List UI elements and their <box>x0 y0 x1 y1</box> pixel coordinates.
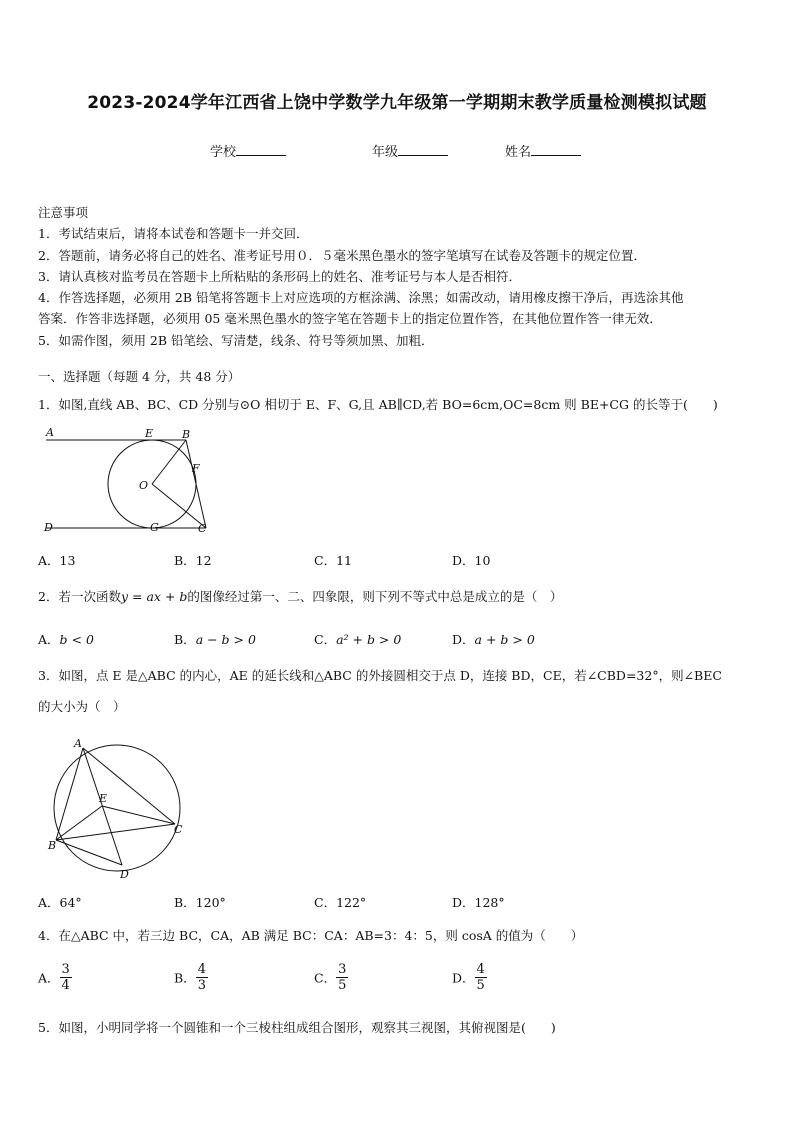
q1-option-c[interactable]: C．11 <box>314 553 352 568</box>
q2-option-expr: a + b > 0 <box>474 632 535 647</box>
fraction-denominator: 5 <box>476 978 485 993</box>
q1-option-a[interactable]: A．13 <box>38 553 76 568</box>
label-o: O <box>139 479 149 492</box>
label-c: C <box>198 522 207 535</box>
note-item: 1．考试结束后，请将本试卷和答题卡一并交回． <box>38 226 309 242</box>
q2-option-a[interactable] <box>38 630 94 648</box>
label-g: G <box>150 521 159 534</box>
label-d: D <box>44 521 53 534</box>
q2-option-d[interactable] <box>452 630 535 648</box>
q2-option-letter: C． <box>314 632 337 647</box>
school-label: 学校 <box>210 145 237 160</box>
grade-label: 年级 <box>372 145 399 160</box>
q2-option-letter: A． <box>38 632 60 647</box>
label-d: D <box>120 868 129 881</box>
fraction-numerator: 4 <box>476 962 485 977</box>
label-e: E <box>145 427 154 440</box>
fraction-numerator: 4 <box>197 962 206 977</box>
fraction-denominator: 4 <box>61 978 70 993</box>
notes-heading: 注意事项 <box>38 205 89 220</box>
fraction-denominator: 5 <box>338 978 347 993</box>
q4-option-a[interactable] <box>38 962 72 993</box>
notes-section <box>38 202 758 351</box>
q2-function: y = ax + b <box>120 589 188 604</box>
q3-option-b[interactable]: B．120° <box>174 895 226 910</box>
grade-blank[interactable] <box>398 143 448 156</box>
label-b: B <box>48 839 57 852</box>
q4-option-letter: A． <box>38 970 60 986</box>
note-item: 3．请认真核对监考员在答题卡上所粘贴的条形码上的姓名、准考证号与本人是否相符． <box>38 268 521 284</box>
name-field[interactable] <box>505 141 581 160</box>
grade-field[interactable] <box>372 141 448 160</box>
question-1-text: 1．如图,直线 AB、BC、CD 分别与⊙O 相切于 E、F、G,且 AB∥CD,若 BO=6cm,OC=8cm 则 BE+CG 的长等于( ) <box>38 397 718 412</box>
q4-option-b[interactable] <box>174 962 208 993</box>
section-heading: 一、选择题（每题 4 分，共 48 分） <box>38 369 241 384</box>
q3-option-d[interactable]: D．128° <box>452 895 505 910</box>
label-e: E <box>99 792 108 805</box>
q2-option-letter: B． <box>174 632 196 647</box>
q4-option-c[interactable] <box>314 962 348 993</box>
q1-option-b[interactable]: B．12 <box>174 553 212 568</box>
q2-suffix: 的图像经过第一、二、四象限，则下列不等式中总是成立的是（ ） <box>187 589 563 604</box>
q4-option-letter: C． <box>314 970 337 986</box>
question-3-line-1: 3．如图，点 E 是△ABC 的内心，AE 的延长线和△ABC 的外接圆相交于点 D，连接 BD，CE，若∠CBD=32°，则∠BEC <box>38 668 722 683</box>
q4-fraction <box>475 962 487 993</box>
q2-option-b[interactable] <box>174 630 256 648</box>
q4-option-d[interactable] <box>452 962 487 993</box>
q4-fraction <box>196 962 208 993</box>
q2-option-expr: a − b > 0 <box>195 632 256 647</box>
q2-option-c[interactable] <box>314 630 401 648</box>
note-item: 答案．作答非选择题，必须用 05 毫米黑色墨水的签字笔在答题卡上的指定位置作答，在其他位置作答一律无效． <box>38 311 662 327</box>
label-c: C <box>174 823 183 836</box>
q4-fraction <box>60 962 72 993</box>
school-blank[interactable] <box>236 143 286 156</box>
q2-option-expr: b < 0 <box>59 632 94 647</box>
q4-fraction <box>336 962 348 993</box>
note-item: 4．作答选择题，必须用 2B 铅笔将答题卡上对应选项的方框涂满、涂黑；如需改动，请用橡皮擦干净后，再选涂其他 <box>38 290 684 306</box>
circumcircle <box>54 745 180 871</box>
label-f: F <box>192 462 200 475</box>
question-3-line-2: 的大小为（ ） <box>38 699 126 714</box>
q2-option-expr: a² + b > 0 <box>336 632 402 647</box>
question-5-text: 5．如图，小明同学将一个圆锥和一个三棱柱组成组合图形，观察其三视图，其俯视图是( ) <box>38 1020 556 1035</box>
fraction-denominator: 3 <box>197 978 206 993</box>
fraction-numerator: 3 <box>61 962 70 977</box>
label-a: A <box>74 737 82 750</box>
q2-option-letter: D． <box>452 632 475 647</box>
page-title: 2023-2024学年江西省上饶中学数学九年级第一学期期末教学质量检测模拟试题 <box>87 93 707 113</box>
q3-option-c[interactable]: C．122° <box>314 895 367 910</box>
question-2-text <box>38 587 562 605</box>
q3-option-a[interactable]: A．64° <box>38 895 82 910</box>
label-a: A <box>46 426 54 439</box>
fraction-numerator: 3 <box>338 962 347 977</box>
q1-option-d[interactable]: D．10 <box>452 553 491 568</box>
note-item: 5．如需作图，须用 2B 铅笔绘、写清楚，线条、符号等须加黑、加粗． <box>38 332 434 348</box>
q4-option-letter: B． <box>174 970 196 986</box>
side-ab <box>56 748 83 840</box>
question-4-text: 4．在△ABC 中，若三边 BC，CA，AB 满足 BC：CA：AB=3：4：5，则 cosA 的值为（ ） <box>38 928 584 943</box>
school-field[interactable] <box>210 141 286 160</box>
name-blank[interactable] <box>531 143 581 156</box>
segment-bd <box>56 840 122 865</box>
question-1-figure <box>38 420 223 540</box>
segment-ob <box>152 440 186 484</box>
label-b: B <box>182 428 191 441</box>
name-label: 姓名 <box>505 145 532 160</box>
q2-prefix: 2．若一次函数 <box>38 589 121 604</box>
question-3-figure <box>44 735 194 883</box>
note-item: 2．答题前，请务必将自己的姓名、准考证号用０．５毫米黑色墨水的签字笔填写在试卷及答题卡的规定位置． <box>38 247 646 263</box>
q4-option-letter: D． <box>452 970 475 986</box>
